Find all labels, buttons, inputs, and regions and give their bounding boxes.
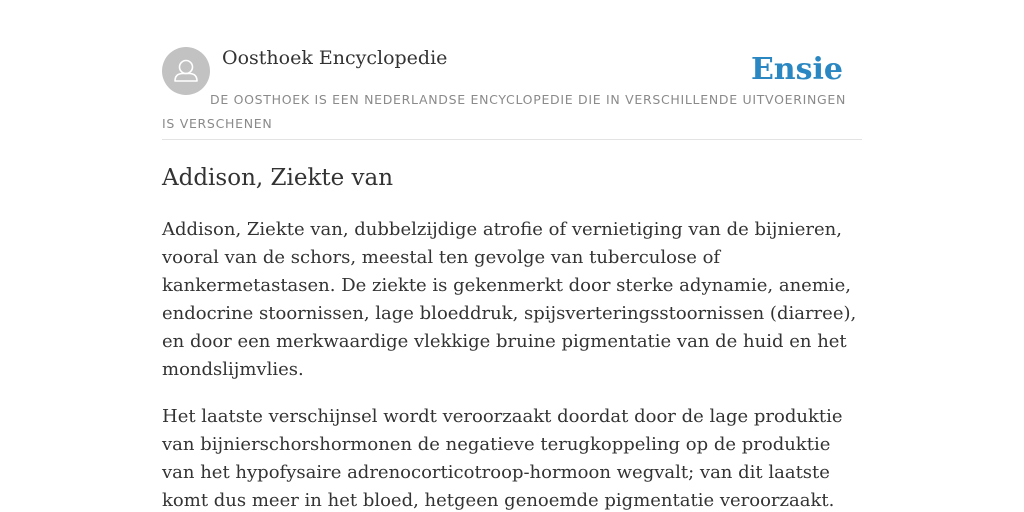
article-paragraph: Addison, Ziekte van, dubbelzijdige atrofie of vernietiging van de bijnieren, vooral van de schors, meestal ten gevolge van tuberculose of kankermetastasen. De ziekte is gekenmerkt door sterke adynamie, anemie, endocrine stoornissen, lage bloeddruk, spijsverteringsstoornissen (diarree), en door een merkwaardige vlekkige bruine pigmentatie van de huid en het mondslijmvlies.: [162, 219, 857, 380]
article-paragraph: Het laatste verschijnsel wordt veroorzaakt doordat door de lage produktie van bijnierschorshormonen de negatieve terugkoppeling op de produktie van het hypofysaire adrenocorticotroop-hormoon wegvalt; van dit laatste komt dus meer in het bloed, hetgeen genoemde pigmentatie veroorzaakt.: [162, 406, 843, 511]
article-body: [162, 216, 862, 512]
ensie-logo[interactable]: Ensie: [750, 52, 843, 87]
header-divider: [162, 139, 862, 140]
site-name[interactable]: Oosthoek Encyclopedie: [222, 47, 448, 69]
site-tagline: DE OOSTHOEK IS EEN NEDERLANDSE ENCYCLOPEDIE DIE IN VERSCHILLENDE UITVOERINGEN IS VERSCHENEN: [162, 92, 847, 131]
page-title: Addison, Ziekte van: [162, 165, 394, 191]
page: [162, 0, 862, 512]
